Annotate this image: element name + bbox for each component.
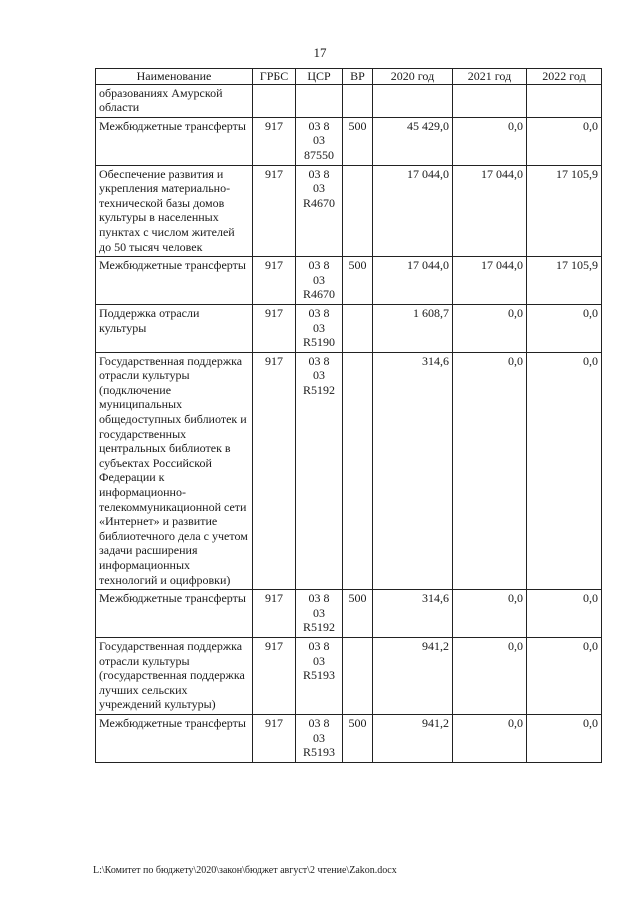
cell-grbs: 917 — [253, 352, 296, 590]
header-csr: ЦСР — [296, 69, 343, 85]
cell-csr: 03 8 03 R4670 — [296, 257, 343, 305]
cell-vr: 500 — [343, 117, 373, 165]
cell-name: Обеспечение развития и укрепления материально-технической базы домов культуры в населенных пунктах с числом жителей до 50 тысяч человек — [96, 165, 253, 257]
table-row — [96, 257, 602, 305]
header-name: Наименование — [96, 69, 253, 85]
table-row — [96, 84, 602, 117]
cell-2022: 0,0 — [527, 714, 602, 762]
cell-2020: 941,2 — [373, 714, 453, 762]
cell-2021: 0,0 — [453, 117, 527, 165]
cell-vr — [343, 84, 373, 117]
cell-2022: 0,0 — [527, 304, 602, 352]
table-row — [96, 165, 602, 257]
budget-table — [95, 68, 602, 763]
cell-2021 — [453, 84, 527, 117]
header-2021: 2021 год — [453, 69, 527, 85]
cell-2021: 0,0 — [453, 304, 527, 352]
cell-2022: 0,0 — [527, 590, 602, 638]
table-row — [96, 637, 602, 714]
cell-name: Поддержка отрасли культуры — [96, 304, 253, 352]
cell-name: Межбюджетные трансферты — [96, 257, 253, 305]
file-path-footer: L:\Комитет по бюджету\2020\закон\бюджет август\2 чтение\Zakon.docx — [93, 865, 397, 876]
cell-2022: 17 105,9 — [527, 165, 602, 257]
cell-vr: 500 — [343, 590, 373, 638]
cell-csr: 03 8 03 R5193 — [296, 714, 343, 762]
cell-csr — [296, 84, 343, 117]
cell-grbs: 917 — [253, 257, 296, 305]
cell-2020: 314,6 — [373, 352, 453, 590]
cell-2020: 314,6 — [373, 590, 453, 638]
cell-2021: 0,0 — [453, 590, 527, 638]
cell-name: Межбюджетные трансферты — [96, 590, 253, 638]
cell-grbs: 917 — [253, 117, 296, 165]
header-vr: ВР — [343, 69, 373, 85]
cell-2020: 17 044,0 — [373, 165, 453, 257]
table-row — [96, 117, 602, 165]
cell-csr: 03 8 03 87550 — [296, 117, 343, 165]
cell-name: Межбюджетные трансферты — [96, 117, 253, 165]
cell-csr: 03 8 03 R4670 — [296, 165, 343, 257]
cell-vr — [343, 637, 373, 714]
cell-2020: 941,2 — [373, 637, 453, 714]
cell-csr: 03 8 03 R5193 — [296, 637, 343, 714]
cell-2021: 17 044,0 — [453, 165, 527, 257]
cell-vr — [343, 304, 373, 352]
cell-2021: 0,0 — [453, 714, 527, 762]
cell-2022 — [527, 84, 602, 117]
table-row — [96, 352, 602, 590]
cell-name: Межбюджетные трансферты — [96, 714, 253, 762]
cell-2022: 0,0 — [527, 117, 602, 165]
table-row — [96, 304, 602, 352]
cell-grbs: 917 — [253, 304, 296, 352]
header-2020: 2020 год — [373, 69, 453, 85]
cell-vr — [343, 165, 373, 257]
cell-csr: 03 8 03 R5192 — [296, 352, 343, 590]
cell-grbs: 917 — [253, 165, 296, 257]
cell-2020: 45 429,0 — [373, 117, 453, 165]
cell-2020: 17 044,0 — [373, 257, 453, 305]
header-grbs: ГРБС — [253, 69, 296, 85]
header-2022: 2022 год — [527, 69, 602, 85]
cell-csr: 03 8 03 R5192 — [296, 590, 343, 638]
cell-vr: 500 — [343, 257, 373, 305]
table-row — [96, 590, 602, 638]
cell-name: Государственная поддержка отрасли культуры (подключение муниципальных общедоступных библиотек и государственных центральных библиотек в субъектах Российской Федерации к информационно-телекоммуникационной сети «Интернет» и развитие библиотечного дела с учетом задачи расширения информационных технологий и оцифровки) — [96, 352, 253, 590]
page-number: 17 — [313, 45, 327, 60]
cell-2022: 0,0 — [527, 352, 602, 590]
cell-name: Государственная поддержка отрасли культуры (государственная поддержка лучших сельских учреждений культуры) — [96, 637, 253, 714]
table-header-row — [96, 69, 602, 85]
cell-name: образованиях Амурской области — [96, 84, 253, 117]
cell-2021: 0,0 — [453, 352, 527, 590]
cell-csr: 03 8 03 R5190 — [296, 304, 343, 352]
cell-grbs — [253, 84, 296, 117]
cell-grbs: 917 — [253, 714, 296, 762]
cell-2020: 1 608,7 — [373, 304, 453, 352]
cell-2022: 0,0 — [527, 637, 602, 714]
cell-vr: 500 — [343, 714, 373, 762]
cell-grbs: 917 — [253, 590, 296, 638]
cell-vr — [343, 352, 373, 590]
cell-2021: 17 044,0 — [453, 257, 527, 305]
cell-2022: 17 105,9 — [527, 257, 602, 305]
cell-2020 — [373, 84, 453, 117]
cell-grbs: 917 — [253, 637, 296, 714]
table-row — [96, 714, 602, 762]
cell-2021: 0,0 — [453, 637, 527, 714]
